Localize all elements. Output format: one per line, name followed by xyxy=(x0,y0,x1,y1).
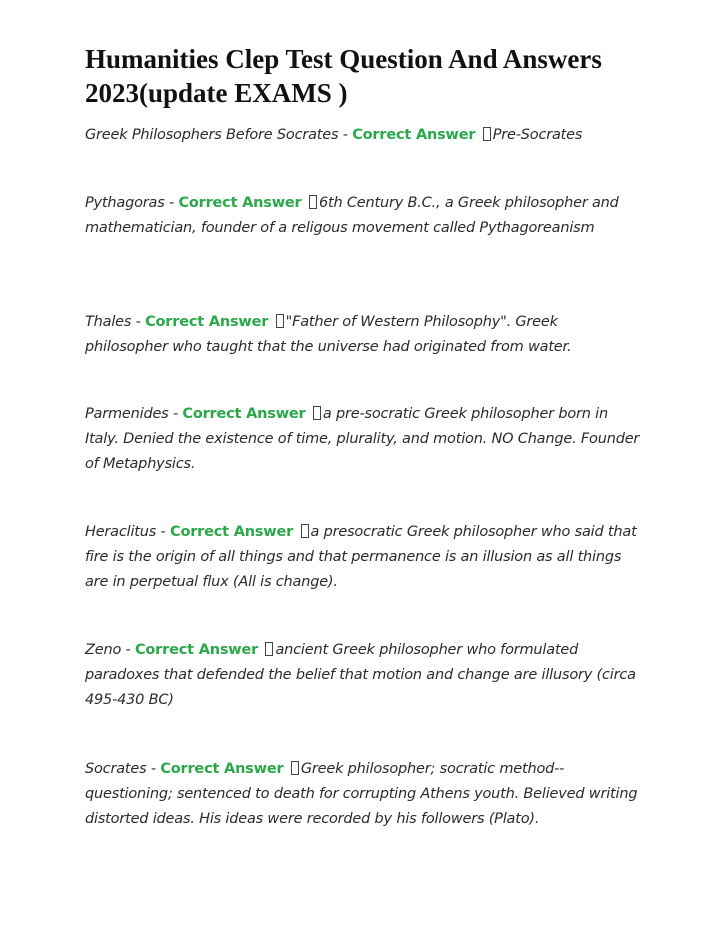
answer-text: 6th Century B.C., a Greek philosopher and mathematician, founder of a religous movement called Pythagoreanism xyxy=(85,195,619,236)
separator: - xyxy=(168,406,183,422)
qa-item xyxy=(85,123,645,148)
correct-answer-label: Correct Answer xyxy=(352,127,476,143)
term: Zeno xyxy=(85,642,122,658)
qa-item xyxy=(85,310,645,360)
qa-item xyxy=(85,757,645,832)
answer-text: Greek philosopher; socratic method--questioning; sentenced to death for corrupting Athens youth. Believed writing distorted ideas. His ideas were recorded by his followers (Plato). xyxy=(85,761,638,827)
answer-text: Pre-Socrates xyxy=(492,127,583,143)
page-title: Humanities Clep Test Question And Answers 2023(update EXAMS ) xyxy=(85,44,602,108)
correct-answer-label: Correct Answer xyxy=(178,195,302,211)
missing-glyph-icon xyxy=(291,761,299,775)
answer-text: a pre-socratic Greek philosopher born in Italy. Denied the existence of time, plurality, and motion. NO Change. Founder of Metaphysics. xyxy=(85,406,640,472)
term: Pythagoras xyxy=(85,195,165,211)
separator: - xyxy=(146,761,161,777)
missing-glyph-icon xyxy=(301,524,309,538)
term: Greek Philosophers Before Socrates xyxy=(85,127,339,143)
correct-answer-label: Correct Answer xyxy=(182,406,306,422)
missing-glyph-icon xyxy=(276,314,284,328)
answer-text: ancient Greek philosopher who formulated paradoxes that defended the belief that motion and change are illusory (circa 495-430 BC) xyxy=(85,642,636,708)
correct-answer-label: Correct Answer xyxy=(134,642,259,658)
missing-glyph-icon xyxy=(483,127,491,141)
correct-answer-label: Correct Answer xyxy=(145,314,269,330)
qa-item xyxy=(85,191,645,241)
term: Heraclitus xyxy=(85,524,157,540)
qa-item xyxy=(85,520,645,595)
separator: - xyxy=(156,524,170,540)
missing-glyph-icon xyxy=(313,406,321,420)
term: Thales xyxy=(85,314,132,330)
answer-text: "Father of Western Philosophy". Greek philosopher who taught that the universe had originated from water. xyxy=(85,314,572,355)
term: Parmenides xyxy=(85,406,169,422)
answer-text: a presocratic Greek philosopher who said that fire is the origin of all things and that permanence is an illusion as all things are in perpetual flux (All is change). xyxy=(85,524,637,590)
qa-item xyxy=(85,638,645,713)
separator: - xyxy=(131,314,146,330)
separator: - xyxy=(338,127,353,143)
correct-answer-label: Correct Answer xyxy=(170,524,294,540)
missing-glyph-icon xyxy=(265,642,273,656)
correct-answer-label: Correct Answer xyxy=(160,761,284,777)
qa-item xyxy=(85,402,645,477)
separator: - xyxy=(121,642,135,658)
term: Socrates xyxy=(85,761,147,777)
missing-glyph-icon xyxy=(309,195,317,209)
separator: - xyxy=(164,195,179,211)
